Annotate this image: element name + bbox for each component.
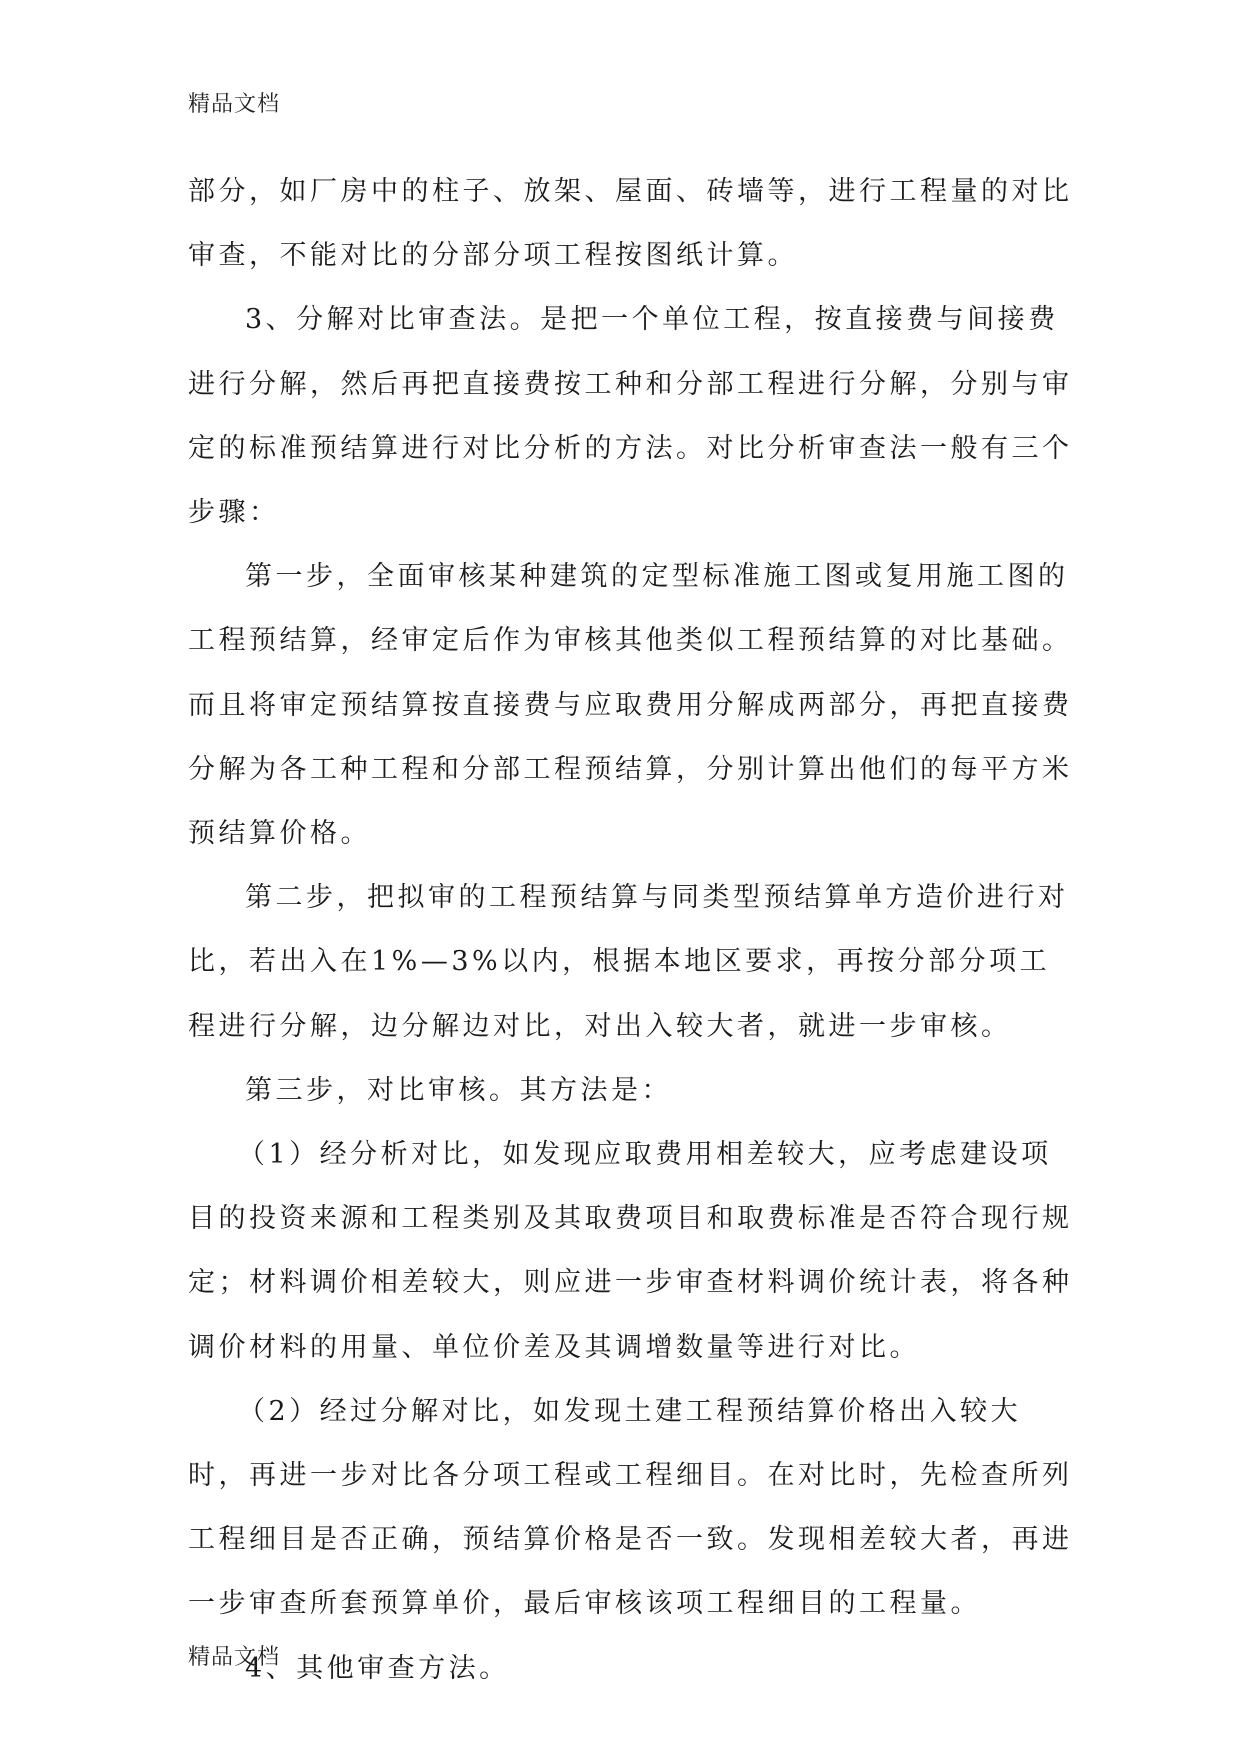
- paragraph-method-4: 4、其他审查方法。: [245, 1652, 510, 1684]
- page-footer: 精品文档: [188, 1645, 281, 1670]
- page-header: 精品文档: [188, 92, 281, 117]
- paragraph-item-1: （1）经分析对比，如发现应取费用相差较大，应考虑建设项目的投资来源和工程类别及其取费项目和取费标准是否符合现行规定；材料调价相差较大，则应进一步审查材料调价统计表，将各种调价材料的用量、单位价差及其调增数量等进行对比。: [188, 1139, 1073, 1363]
- paragraph-step-3: 第三步，对比审核。其方法是：: [245, 1074, 672, 1106]
- paragraph-step-2: 第二步，把拟审的工程预结算与同类型预结算单方造价进行对比，若出入在1%—3%以内，根据本地区要求，再按分部分项工程进行分解，边分解边对比，对出入较大者，就进一步审核。: [188, 882, 1069, 1042]
- paragraph-step-1: 第一步，全面审核某种建筑的定型标准施工图或复用施工图的工程预结算，经审定后作为审核其他类似工程预结算的对比基础。而且将审定预结算按直接费与应取费用分解成两部分，再把直接费分解为各工种工程和分部工程预结算，分别计算出他们的每平方米预结算价格。: [188, 561, 1073, 850]
- paragraph-item-2: （2）经过分解对比，如发现土建工程预结算价格出入较大时，再进一步对比各分项工程或工程细目。在对比时，先检查所列工程细目是否正确，预结算价格是否一致。发现相差较大者，再进一步审查所套预算单价，最后审核该项工程细目的工程量。: [188, 1395, 1073, 1620]
- paragraph-method-3: 3、分解对比审查法。是把一个单位工程，按直接费与间接费进行分解，然后再把直接费按工种和分部工程进行分解，分别与审定的标准预结算进行对比分析的方法。对比分析审查法一般有三个步骤：: [188, 304, 1073, 529]
- document-body: [188, 160, 1078, 1701]
- paragraph-continuation: 部分，如厂房中的柱子、放架、屋面、砖墙等，进行工程量的对比审查，不能对比的分部分项工程按图纸计算。: [188, 176, 1073, 272]
